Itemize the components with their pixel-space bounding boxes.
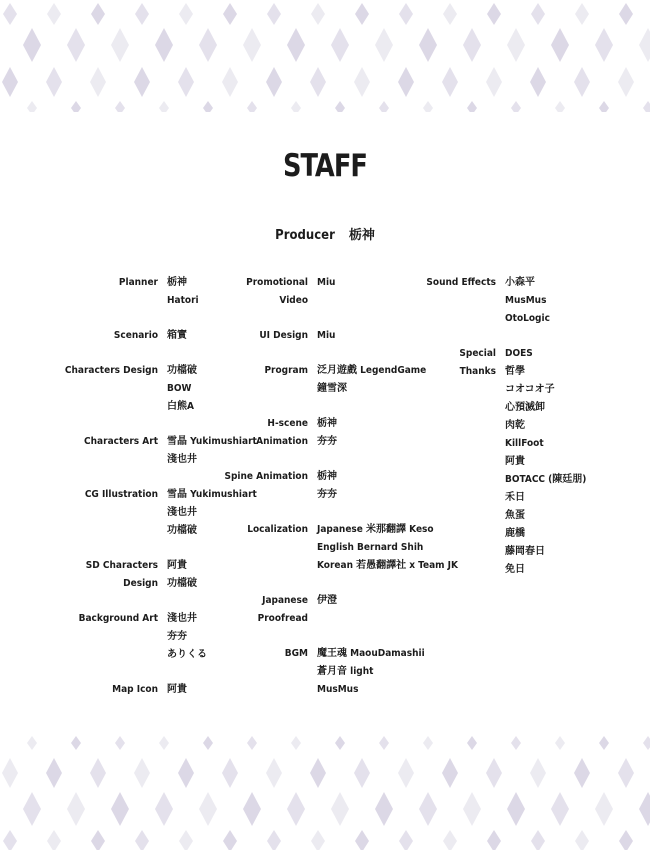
pattern-diamond — [243, 792, 261, 826]
credit-name: 禾日 — [505, 492, 525, 503]
pattern-diamond — [134, 758, 150, 788]
credit-name: 夯夯 — [317, 436, 337, 447]
pattern-diamond — [222, 67, 238, 97]
role-label: Characters Design — [64, 365, 158, 376]
credit-name: OtoLogic — [505, 313, 550, 324]
credit-role — [420, 345, 586, 579]
pattern-diamond — [419, 28, 437, 62]
pattern-diamond — [27, 736, 37, 750]
pattern-diamond — [335, 101, 345, 112]
credit-name: 小森平 — [505, 277, 535, 288]
pattern-diamond — [223, 3, 237, 25]
pattern-diamond — [111, 28, 129, 62]
pattern-diamond — [574, 758, 590, 788]
pattern-diamond — [47, 3, 61, 25]
pattern-diamond — [266, 67, 282, 97]
pattern-diamond — [555, 101, 565, 112]
pattern-diamond — [639, 28, 650, 62]
credit-name: 白熊A — [167, 401, 194, 412]
role-label: UI Design — [259, 330, 308, 341]
role-label: Sound Effects — [426, 277, 496, 288]
pattern-diamond — [595, 28, 613, 62]
pattern-diamond — [311, 3, 325, 25]
pattern-diamond — [507, 28, 525, 62]
pattern-diamond — [111, 792, 129, 826]
pattern-diamond — [267, 830, 281, 850]
credit-name: 栃神 — [167, 277, 187, 288]
pattern-diamond — [71, 736, 81, 750]
role-names — [167, 274, 199, 310]
credit-name: 心預滅卸 — [505, 402, 545, 413]
role-label: Program — [264, 365, 308, 376]
pattern-diamond — [23, 28, 41, 62]
pattern-diamond — [467, 736, 477, 750]
pattern-diamond — [199, 28, 217, 62]
pattern-diamond — [574, 67, 590, 97]
role-label: Japanese Proofread — [257, 595, 308, 624]
credit-name: 伊澄 — [317, 595, 337, 606]
role-label: Planner — [118, 277, 158, 288]
role-names — [317, 468, 337, 504]
pattern-diamond — [27, 101, 37, 112]
credit-name: 雪晶 Yukimushiart — [167, 436, 257, 447]
pattern-diamond — [599, 736, 609, 750]
pattern-diamond — [71, 101, 81, 112]
pattern-diamond — [223, 830, 237, 850]
pattern-diamond — [463, 792, 481, 826]
role-names — [167, 681, 187, 699]
pattern-diamond — [331, 28, 349, 62]
pattern-diamond — [487, 830, 501, 850]
pattern-diamond — [399, 830, 413, 850]
credit-name: 阿貴 — [505, 456, 525, 467]
credit-name: 阿貴 — [167, 684, 187, 695]
credit-name: 夯夯 — [317, 489, 337, 500]
credit-name: 功檔破 — [167, 525, 197, 536]
pattern-diamond — [159, 101, 169, 112]
pattern-diamond — [67, 792, 85, 826]
role-label: Map Icon — [112, 684, 158, 695]
role-label: Spine Animation — [224, 471, 308, 482]
credit-name: ありくる — [167, 649, 207, 660]
pattern-diamond — [199, 792, 217, 826]
decorative-pattern-top — [0, 0, 650, 112]
pattern-diamond — [91, 830, 105, 850]
credit-name: Korean 若愚翻譯社 x Team JK — [317, 560, 458, 571]
pattern-diamond — [179, 3, 193, 25]
credit-name: コオコオ子 — [505, 384, 555, 395]
pattern-diamond — [530, 67, 546, 97]
pattern-diamond — [423, 101, 433, 112]
pattern-diamond — [90, 67, 106, 97]
pattern-diamond — [531, 3, 545, 25]
pattern-diamond — [442, 67, 458, 97]
credit-name: Miu — [317, 330, 336, 341]
pattern-diamond — [335, 736, 345, 750]
pattern-diamond — [486, 67, 502, 97]
pattern-diamond — [203, 101, 213, 112]
pattern-diamond — [134, 67, 150, 97]
pattern-diamond — [619, 3, 633, 25]
role-label: Background Art — [78, 613, 158, 624]
pattern-diamond — [267, 3, 281, 25]
credit-name: Hatori — [167, 295, 199, 306]
pattern-diamond — [398, 67, 414, 97]
credit-name: 雪晶 Yukimushiart — [167, 489, 257, 500]
credit-name: DOES — [505, 348, 533, 359]
pattern-diamond — [575, 3, 589, 25]
pattern-diamond — [67, 28, 85, 62]
pattern-diamond — [530, 758, 546, 788]
pattern-diamond — [399, 3, 413, 25]
pattern-diamond — [618, 758, 634, 788]
pattern-diamond — [178, 67, 194, 97]
pattern-diamond — [178, 758, 194, 788]
pattern-diamond — [203, 736, 213, 750]
pattern-diamond — [2, 67, 18, 97]
pattern-diamond — [486, 758, 502, 788]
pattern-diamond — [595, 792, 613, 826]
pattern-diamond — [375, 28, 393, 62]
credit-name: 淺也井 — [167, 613, 197, 624]
pattern-diamond — [398, 758, 414, 788]
decorative-pattern-bottom — [0, 735, 650, 850]
pattern-diamond — [551, 28, 569, 62]
role-names — [167, 327, 187, 345]
pattern-diamond — [639, 792, 650, 826]
role-label: Promotional Video — [246, 277, 308, 306]
pattern-diamond — [354, 67, 370, 97]
credit-name: 魔王魂 MaouDamashii — [317, 648, 425, 659]
credit-name: 夯夯 — [167, 631, 187, 642]
role-names — [317, 592, 337, 628]
credit-name: Miu — [317, 277, 336, 288]
pattern-diamond — [423, 736, 433, 750]
pattern-diamond — [291, 101, 301, 112]
credit-name: BOW — [167, 383, 192, 394]
pattern-diamond — [155, 28, 173, 62]
pattern-diamond — [23, 792, 41, 826]
role-names — [167, 362, 197, 416]
role-names — [317, 362, 426, 398]
pattern-diamond — [555, 736, 565, 750]
pattern-diamond — [247, 736, 257, 750]
pattern-diamond — [355, 3, 369, 25]
credit-name: 淺也井 — [167, 507, 197, 518]
credit-role — [420, 274, 586, 328]
credit-name: 泛月遊戲 LegendGame — [317, 365, 427, 376]
pattern-diamond — [310, 758, 326, 788]
credit-name: 阿貴 — [167, 560, 187, 571]
pattern-diamond — [115, 101, 125, 112]
pattern-diamond — [287, 28, 305, 62]
role-label: BGM — [284, 648, 308, 659]
role-names — [317, 415, 337, 451]
credit-name: BOTACC (陳廷朋) — [505, 474, 587, 485]
pattern-diamond — [247, 101, 257, 112]
pattern-diamond — [507, 792, 525, 826]
role-names — [317, 274, 335, 310]
pattern-diamond — [159, 736, 169, 750]
role-names — [167, 610, 207, 664]
credit-name: 蒼月音 light — [317, 666, 374, 677]
pattern-diamond — [46, 758, 62, 788]
pattern-diamond — [331, 792, 349, 826]
pattern-diamond — [311, 830, 325, 850]
pattern-diamond — [47, 830, 61, 850]
pattern-diamond — [379, 736, 389, 750]
role-label: Scenario — [113, 330, 158, 341]
pattern-diamond — [463, 28, 481, 62]
pattern-diamond — [643, 736, 650, 750]
pattern-diamond — [643, 101, 650, 112]
pattern-diamond — [375, 792, 393, 826]
page-title: STAFF — [282, 148, 368, 184]
role-label: CG Illustration — [84, 489, 158, 500]
role-names — [317, 327, 335, 345]
role-label: SD Characters Design — [85, 560, 158, 589]
role-names — [167, 557, 197, 593]
pattern-diamond — [291, 736, 301, 750]
role-names — [505, 345, 586, 579]
pattern-diamond — [618, 67, 634, 97]
producer-label: Producer — [275, 228, 335, 243]
pattern-diamond — [442, 758, 458, 788]
pattern-diamond — [2, 758, 18, 788]
pattern-diamond — [222, 758, 238, 788]
role-names — [317, 645, 425, 699]
credit-name: 鐘雪深 — [317, 383, 347, 394]
credit-name: 藤岡春日 — [505, 546, 545, 557]
credit-name: MusMus — [317, 684, 359, 695]
pattern-diamond — [3, 830, 17, 850]
pattern-diamond — [551, 792, 569, 826]
pattern-diamond — [46, 67, 62, 97]
pattern-diamond — [266, 758, 282, 788]
credit-name: 箱實 — [167, 330, 187, 341]
credit-name: English Bernard Shih — [317, 542, 424, 553]
pattern-diamond — [287, 792, 305, 826]
pattern-diamond — [511, 101, 521, 112]
credit-name: 功檔破 — [167, 578, 197, 589]
pattern-diamond — [575, 830, 589, 850]
pattern-diamond — [467, 101, 477, 112]
pattern-diamond — [419, 792, 437, 826]
credit-name: 淺也井 — [167, 454, 197, 465]
pattern-diamond — [135, 3, 149, 25]
credit-role — [222, 592, 458, 628]
pattern-diamond — [379, 101, 389, 112]
pattern-diamond — [115, 736, 125, 750]
pattern-diamond — [599, 101, 609, 112]
pattern-diamond — [90, 758, 106, 788]
credit-name: 免日 — [505, 564, 525, 575]
role-names — [505, 274, 550, 328]
role-label: Characters Art — [84, 436, 158, 447]
role-label: Special Thanks — [459, 348, 496, 377]
credit-name: 鹿橋 — [505, 528, 525, 539]
credit-name: 魚蛋 — [505, 510, 525, 521]
pattern-diamond — [179, 830, 193, 850]
pattern-diamond — [155, 792, 173, 826]
pattern-diamond — [511, 736, 521, 750]
credit-name: 肉乾 — [505, 420, 525, 431]
credits-column-3 — [420, 274, 586, 596]
pattern-diamond — [531, 830, 545, 850]
pattern-diamond — [243, 28, 261, 62]
pattern-diamond — [310, 67, 326, 97]
pattern-diamond — [443, 830, 457, 850]
credit-name: 功檔破 — [167, 365, 197, 376]
producer-credit — [0, 224, 650, 243]
credit-name: KillFoot — [505, 438, 544, 449]
pattern-diamond — [619, 830, 633, 850]
credit-name: Japanese 米那翻譯 Keso — [317, 524, 434, 535]
credit-role — [222, 645, 458, 699]
credit-name: MusMus — [505, 295, 547, 306]
credit-name: 栃神 — [317, 418, 337, 429]
pattern-diamond — [355, 830, 369, 850]
credit-name: 哲學 — [505, 366, 525, 377]
pattern-diamond — [487, 3, 501, 25]
role-label: Localization — [247, 524, 308, 535]
pattern-diamond — [3, 3, 17, 25]
pattern-diamond — [443, 3, 457, 25]
pattern-diamond — [354, 758, 370, 788]
pattern-diamond — [135, 830, 149, 850]
role-label: H-scene Animation — [256, 418, 308, 447]
credit-name: 栃神 — [317, 471, 337, 482]
pattern-diamond — [91, 3, 105, 25]
producer-name: 栃神 — [348, 228, 375, 243]
